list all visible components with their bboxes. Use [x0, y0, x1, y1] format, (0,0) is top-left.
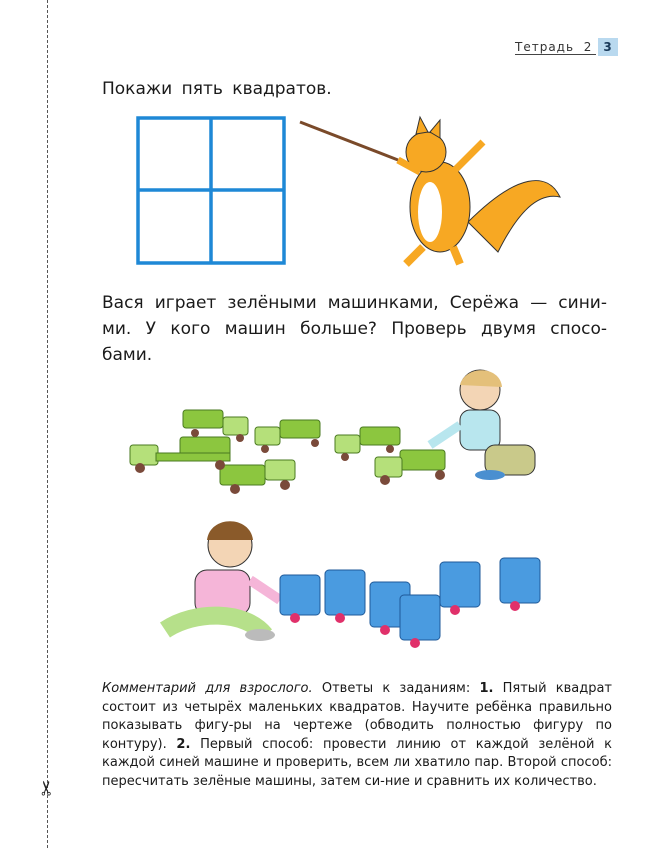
- blue-car: [280, 575, 320, 615]
- answer-1-number: 1.: [479, 681, 494, 696]
- green-cars-boy-illustration: [120, 365, 560, 505]
- green-car: [375, 450, 445, 477]
- blue-cars-boy-illustration: [155, 510, 575, 650]
- blue-car: [500, 558, 540, 603]
- green-car: [130, 437, 230, 465]
- boy-figure: [430, 370, 535, 480]
- comment-intro: Ответы к заданиям:: [312, 681, 480, 696]
- comment-label: Комментарий для взрослого.: [102, 681, 313, 696]
- task-1-text: Покажи пять квадратов.: [102, 79, 332, 99]
- scissors-icon: ✂: [34, 779, 59, 797]
- page-number: 3: [598, 38, 617, 56]
- adult-comment: [102, 680, 612, 791]
- workbook-label: Тетрадь: [515, 39, 575, 54]
- answer-2-number: 2.: [176, 736, 191, 752]
- cut-line: [47, 0, 48, 848]
- task-2-text: Вася играет зелёными машинками, Серёжа — сини-ми. У кого машин больше? Проверь двумя спосо-бами.: [102, 293, 607, 365]
- boy-figure: [165, 521, 280, 641]
- answer-1-text: Пятый квадрат состоит из четырёх маленьких квадратов. Научите ребёнка правильно показывать фигу-ры на чертеже (обводить полностью фигуру по контуру).: [102, 681, 612, 752]
- green-car: [255, 420, 320, 445]
- left-page-number: 2: [583, 39, 593, 54]
- blue-car: [440, 562, 480, 607]
- squares-figure: [136, 116, 288, 266]
- blue-car: [325, 570, 365, 615]
- page-header: [515, 38, 618, 56]
- squirrel-illustration: [298, 112, 568, 272]
- answer-2-text: Первый способ: провести линию от каждой зелёной к каждой синей машине и проверить, всем ли хватило пар. Второй способ: пересчитать зелёные машины, затем си-ние и сравнить их количество.: [102, 736, 612, 789]
- workbook-title: [515, 40, 596, 55]
- blue-car: [400, 595, 440, 640]
